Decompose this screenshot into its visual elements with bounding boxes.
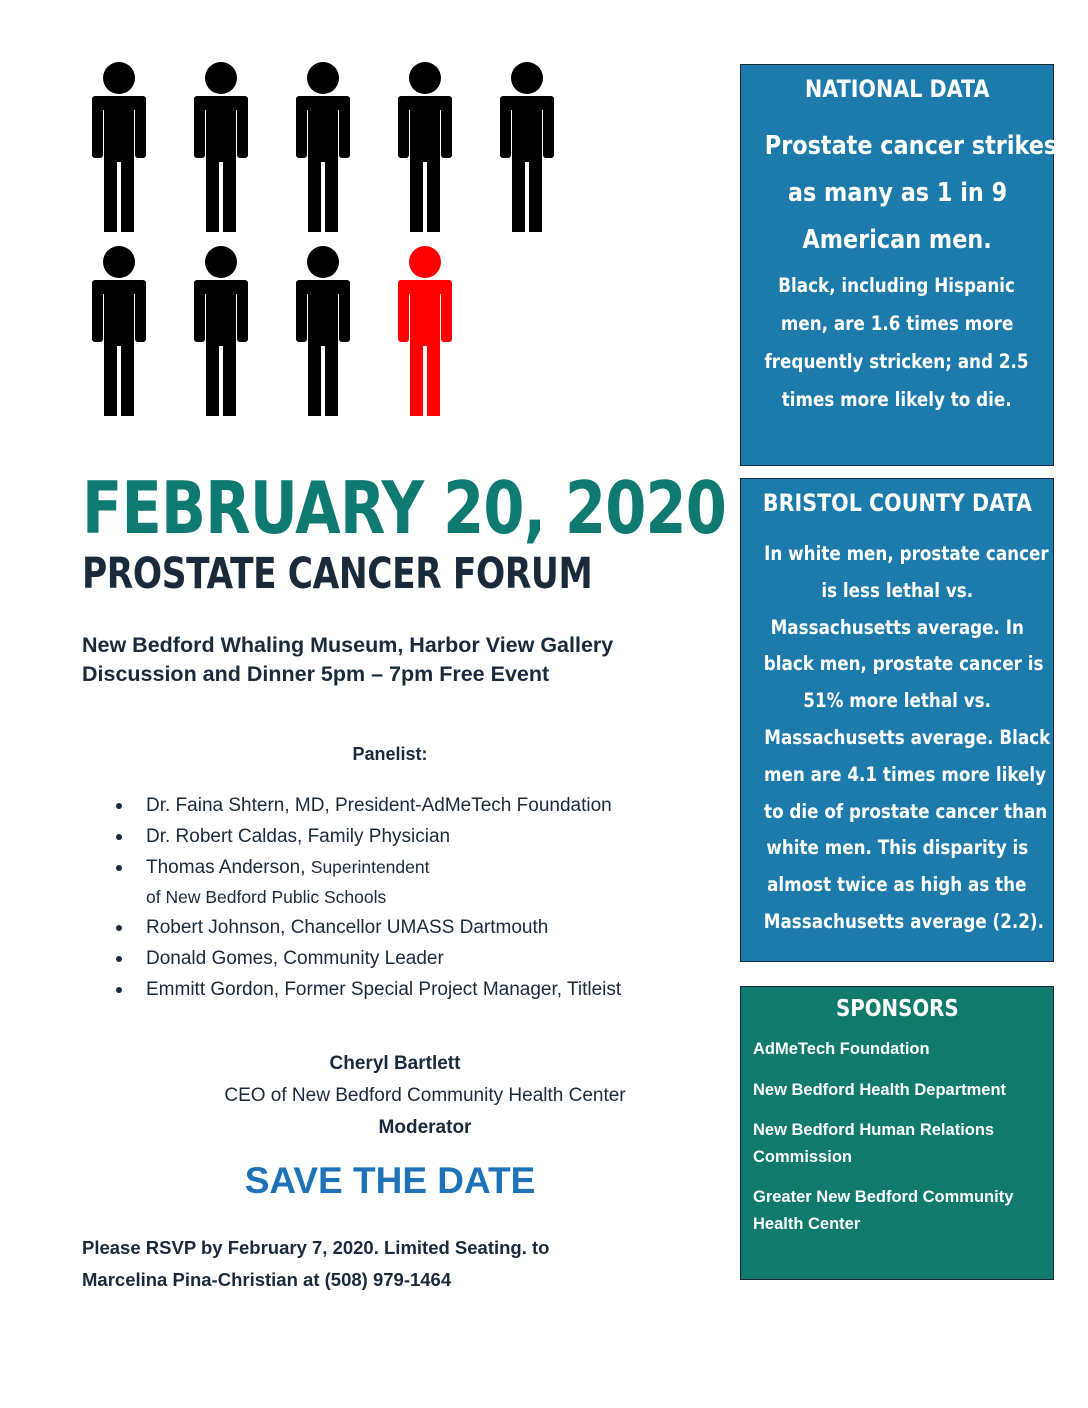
moderator-name: Cheryl Bartlett [329,1053,461,1074]
panelist-item: Donald Gomes, Community Leader [114,943,714,974]
person-icon [194,246,248,416]
event-title: PROSTATE CANCER FORUM [82,549,593,599]
bristol-data-text [741,536,1053,941]
detail-line: Black, including Hispanic [778,274,1016,297]
person-icon [92,62,146,232]
person-icon [398,62,452,232]
bristol-line: In white men, prostate cancer [764,542,1049,565]
panelist-name: Thomas Anderson, [146,857,306,878]
headline-line: as many as 1 in 9 [787,178,1007,208]
headline-line: American men. [802,225,992,255]
highlighted-person-icon [398,246,452,416]
panelist-item: Dr. Robert Caldas, Family Physician [114,821,714,852]
panelist-item: Robert Johnson, Chancellor UMASS Dartmouth [114,912,714,943]
bristol-line: is less lethal vs. [821,578,973,602]
rsvp-info [82,1232,702,1296]
panelist-item: Emmitt Gordon, Former Special Project Manager, Titleist [114,974,714,1005]
bristol-line: to die of prostate cancer than [764,799,1048,823]
panelist-item [114,852,714,912]
bristol-line: Massachusetts average (2.2). [763,909,1044,933]
figures-svg [78,60,598,425]
panelist-role-continued: of New Bedford Public Schools [146,887,387,907]
sponsors-list [753,1036,1053,1237]
person-icon [92,246,146,416]
panelist-item: Dr. Faina Shtern, MD, President-AdMeTech Foundation [114,790,714,821]
bristol-line: almost twice as high as the [767,873,1027,897]
national-headline [741,122,1058,263]
detail-line: times more likely to die. [782,388,1012,411]
sponsors-box [740,986,1054,1280]
panelist-heading: Panelist: [352,744,428,764]
panelist-list [114,790,714,1005]
bristol-line: 51% more lethal vs. [803,689,991,713]
rsvp-line: Please RSVP by February 7, 2020. Limited Seating. to [82,1237,550,1258]
moderator-organization: CEO of New Bedford Community Health Center [224,1085,626,1106]
bristol-line: black men, prostate cancer is [763,652,1044,676]
panelist-role: Superintendent [310,857,430,877]
bristol-line: men are 4.1 times more likely [763,762,1047,786]
event-date: FEBRUARY 20, 2020 [82,466,727,550]
bristol-data-title: BRISTOL COUNTY DATA [762,489,1032,517]
detail-line: men, are 1.6 times more [780,312,1014,335]
bristol-line: Massachusetts average. In [770,615,1024,639]
person-icon [296,246,350,416]
detail-line: frequently stricken; and 2.5 [764,350,1030,373]
sponsor-item: AdMeTech Foundation [753,1040,930,1058]
national-data-box [740,64,1058,466]
bristol-line: Massachusetts average. Black [764,725,1051,749]
national-data-title: NATIONAL DATA [804,75,990,103]
venue-line: New Bedford Whaling Museum, Harbor View Gallery [82,633,614,657]
rsvp-contact: Marcelina Pina-Christian at (508) 979-1464 [82,1269,452,1290]
schedule-line: Discussion and Dinner 5pm – 7pm Free Event [82,662,550,686]
bristol-county-data-box [740,478,1054,962]
event-venue [82,631,722,689]
moderator-block [0,1048,850,1144]
person-icon [194,62,248,232]
sponsors-title: SPONSORS [835,996,959,1022]
bristol-line: white men. This disparity is [766,836,1028,860]
person-icon [500,62,554,232]
sponsor-item: New Bedford Health Department [753,1080,1007,1099]
sponsor-item: Greater New Bedford Community Health Center [753,1188,1014,1233]
save-the-date: SAVE THE DATE [244,1160,536,1201]
national-detail [741,267,1053,419]
person-icon [296,62,350,232]
sponsor-item: New Bedford Human Relations Commission [753,1121,995,1166]
headline-line: Prostate cancer strikes [764,131,1058,161]
moderator-role: Moderator [378,1117,472,1138]
men-figures-graphic [78,60,598,425]
